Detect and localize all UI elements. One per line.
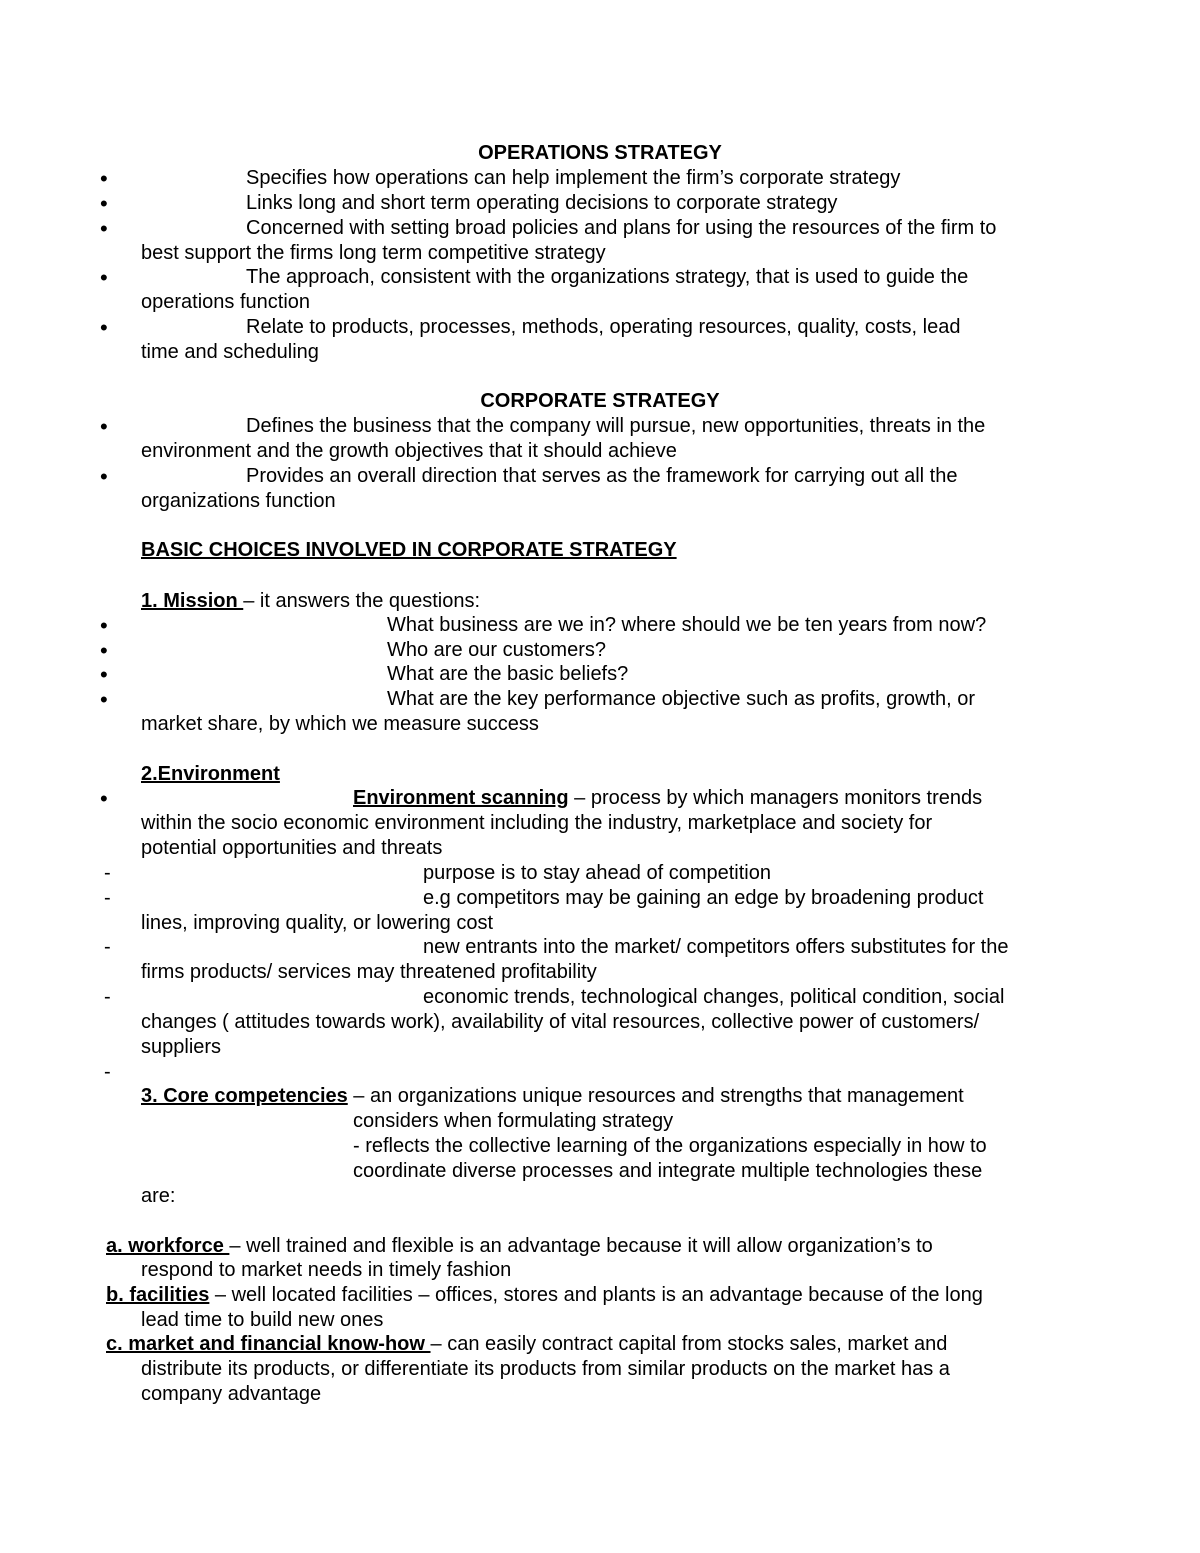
bullet-icon: • [100,786,108,811]
corporate-strategy-title: CORPORATE STRATEGY [480,390,720,412]
environment-dash-1: purpose is to stay ahead of competition [423,862,771,884]
operations-bullet-4: The approach, consistent with the organizations strategy, that is used to guide the [246,266,969,288]
mission-heading: 1. Mission [141,590,244,612]
mission-bullet-1: What business are we in? where should we be ten years from now? [387,614,987,636]
item-market-know-how-cont-1: distribute its products, or differentiate its products from similar products on the market has a [141,1358,950,1380]
dash-marker: - [104,887,111,909]
bullet-icon: • [100,216,108,241]
operations-bullet-5: Relate to products, processes, methods, operating resources, quality, costs, lead [246,316,961,338]
environment-heading: 2.Environment [141,763,280,785]
core-heading: 3. Core competencies [141,1085,348,1107]
dash-marker: - [104,1061,111,1083]
bullet-icon: • [100,687,108,712]
environment-dash-2-cont: lines, improving quality, or lowering cost [141,912,494,934]
basic-choices-heading: BASIC CHOICES INVOLVED IN CORPORATE STRATEGY [141,539,677,561]
mission-bullet-2: Who are our customers? [387,639,606,661]
item-workforce-term: a. workforce [106,1235,230,1257]
item-market-know-how-text: – can easily contract capital from stocks sales, market and [430,1333,948,1355]
dash-marker: - [104,986,111,1008]
bullet-icon: • [100,166,108,191]
core-text: – an organizations unique resources and strengths that management [347,1085,964,1107]
corporate-bullet-1-cont: environment and the growth objectives that it should achieve [141,440,677,462]
mission-bullet-4: What are the key performance objective such as profits, growth, or [387,688,976,710]
operations-bullet-1: Specifies how operations can help implement the firm’s corporate strategy [246,167,901,189]
operations-bullet-3: Concerned with setting broad policies and plans for using the resources of the firm to [246,217,997,239]
bullet-icon: • [100,414,108,439]
corporate-bullet-1: Defines the business that the company will pursue, new opportunities, threats in the [246,415,986,437]
environment-scanning-term: Environment scanning [353,787,569,809]
item-market-know-how [106,1332,947,1357]
environment-dash-2: e.g competitors may be gaining an edge by broadening product [423,887,984,909]
operations-bullet-3-cont: best support the firms long term competitive strategy [141,242,606,264]
environment-dash-3-cont: firms products/ services may threatened profitability [141,961,597,983]
environment-scanning-text: – process by which managers monitors trends [568,787,983,809]
mission-bullet-4-cont: market share, by which we measure success [141,713,539,735]
item-workforce-cont: respond to market needs in timely fashion [141,1259,512,1281]
item-workforce [106,1234,933,1259]
bullet-icon: • [100,191,108,216]
item-facilities-term: b. facilities [106,1284,210,1306]
dash-marker: - [104,862,111,884]
bullet-icon: • [100,613,108,638]
operations-bullet-5-cont: time and scheduling [141,341,319,363]
bullet-icon: • [100,638,108,663]
environment-scanning-cont-1: within the socio economic environment including the industry, marketplace and society for [141,812,933,834]
core-cont-1: considers when formulating strategy [353,1110,674,1132]
item-market-know-how-term: c. market and financial know-how [106,1333,431,1355]
item-facilities [106,1283,983,1308]
bullet-icon: • [100,662,108,687]
operations-bullet-4-cont: operations function [141,291,311,313]
mission-text: – it answers the questions: [243,590,481,612]
core-cont-3: coordinate diverse processes and integrate multiple technologies these [353,1160,983,1182]
dash-marker: - [104,936,111,958]
environment-dash-3: new entrants into the market/ competitors offers substitutes for the [423,936,1009,958]
environment-dash-4: economic trends, technological changes, political condition, social [423,986,1005,1008]
operations-bullet-2: Links long and short term operating decisions to corporate strategy [246,192,838,214]
item-facilities-cont: lead time to build new ones [141,1309,384,1331]
item-market-know-how-cont-2: company advantage [141,1383,322,1405]
bullet-icon: • [100,315,108,340]
core-line [141,1084,964,1109]
environment-scanning-line [353,786,982,811]
mission-bullet-3: What are the basic beliefs? [387,663,629,685]
mission-line [141,589,480,614]
corporate-bullet-2-cont: organizations function [141,490,336,512]
operations-strategy-title: OPERATIONS STRATEGY [478,142,722,164]
corporate-bullet-2: Provides an overall direction that serves as the framework for carrying out all the [246,465,958,487]
core-cont-4: are: [141,1185,176,1207]
item-workforce-text: – well trained and flexible is an advantage because it will allow organization’s to [229,1235,933,1257]
environment-scanning-cont-2: potential opportunities and threats [141,837,443,859]
bullet-icon: • [100,464,108,489]
item-facilities-text: – well located facilities – offices, stores and plants is an advantage because of the long [209,1284,983,1306]
bullet-icon: • [100,265,108,290]
environment-dash-4-cont-2: suppliers [141,1036,222,1058]
environment-dash-4-cont-1: changes ( attitudes towards work), availability of vital resources, collective power of customers/ [141,1011,980,1033]
core-cont-2: - reflects the collective learning of the organizations especially in how to [353,1135,987,1157]
